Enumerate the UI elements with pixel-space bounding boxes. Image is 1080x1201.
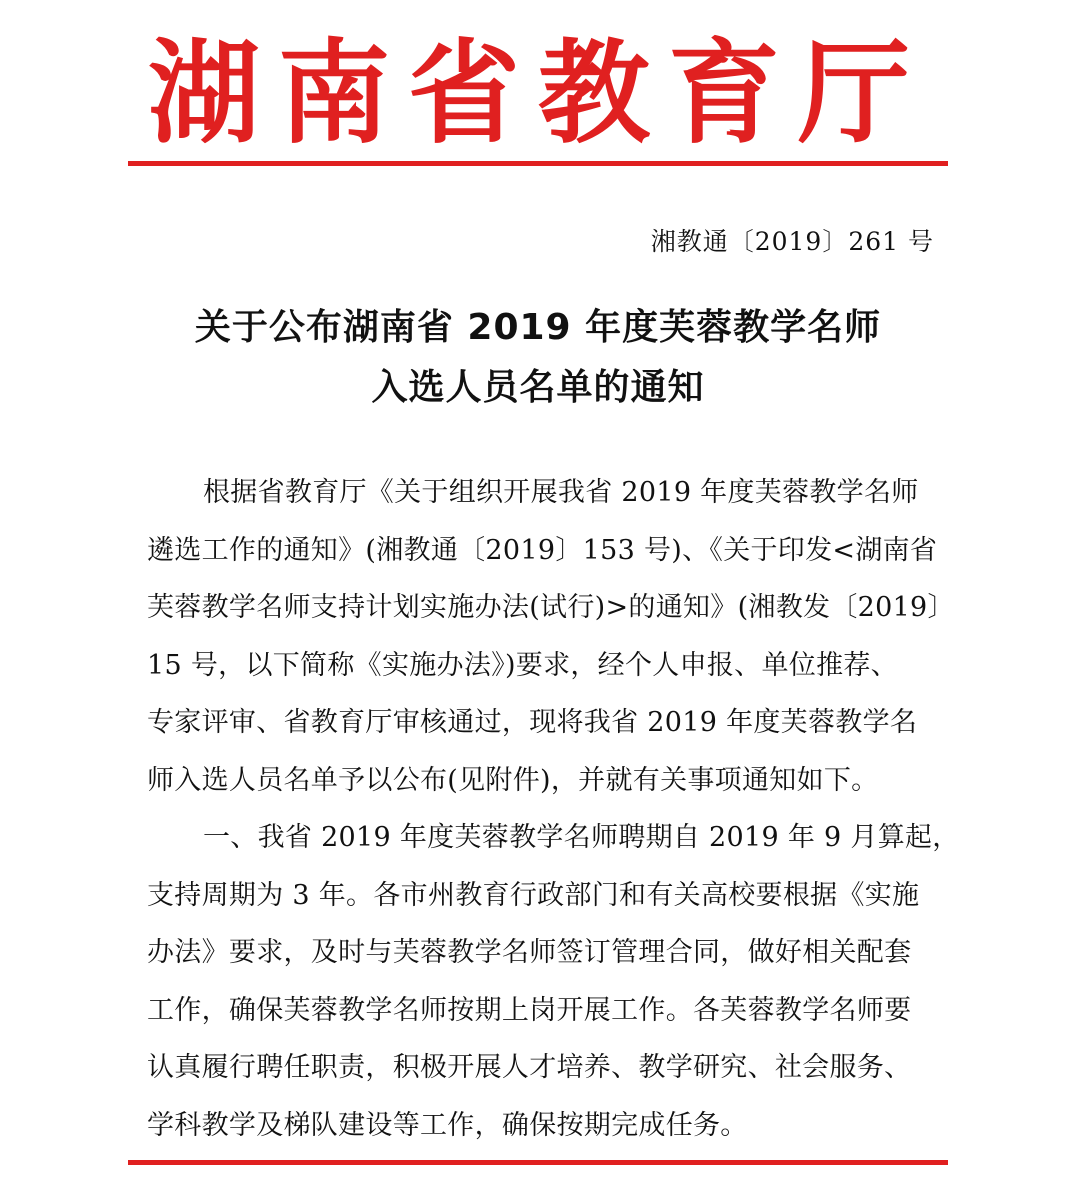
body-line: 办法》要求，及时与芙蓉教学名师签订管理合同，做好相关配套 [147, 937, 912, 968]
document-title [128, 298, 948, 418]
document-title-line: 关于公布湖南省 2019 年度芙蓉教学名师 [194, 307, 882, 348]
footer-red-rule [128, 1160, 948, 1165]
body-line: 芙蓉教学名师支持计划实施办法(试行)>的通知》(湘教发〔2019〕 [147, 592, 955, 623]
document-title-line: 入选人员名单的通知 [371, 367, 705, 408]
document-body [147, 464, 960, 1154]
letterhead [128, 26, 948, 166]
body-line: 认真履行聘任职责，积极开展人才培养、教学研究、社会服务、 [147, 1052, 912, 1083]
body-line: 一、我省 2019 年度芙蓉教学名师聘期自 2019 年 9 月算起， [203, 822, 960, 853]
body-line: 师入选人员名单予以公布(见附件)，并就有关事项通知如下。 [147, 764, 879, 796]
body-line: 支持周期为 3 年。各市州教育行政部门和有关高校要根据《实施 [147, 879, 920, 911]
body-line: 根据省教育厅《关于组织开展我省 2019 年度芙蓉教学名师 [203, 477, 919, 508]
document-number: 湘教通〔2019〕261 号 [650, 227, 934, 256]
paragraph-2 [147, 809, 960, 1154]
body-line: 15 号，以下简称《实施办法》)要求，经个人申报、单位推荐、 [147, 649, 898, 681]
letterhead-red-rule [128, 161, 948, 166]
body-line: 遴选工作的通知》(湘教通〔2019〕153 号)、《关于印发<湖南省 [147, 534, 938, 566]
body-line: 工作，确保芙蓉教学名师按期上岗开展工作。各芙蓉教学名师要 [147, 994, 912, 1026]
body-line: 学科教学及梯队建设等工作，确保按期完成任务。 [147, 1109, 748, 1141]
paragraph-1 [147, 464, 955, 809]
letterhead-title: 湖南省教育厅 [148, 28, 928, 159]
body-line: 专家评审、省教育厅审核通过，现将我省 2019 年度芙蓉教学名 [147, 707, 918, 738]
